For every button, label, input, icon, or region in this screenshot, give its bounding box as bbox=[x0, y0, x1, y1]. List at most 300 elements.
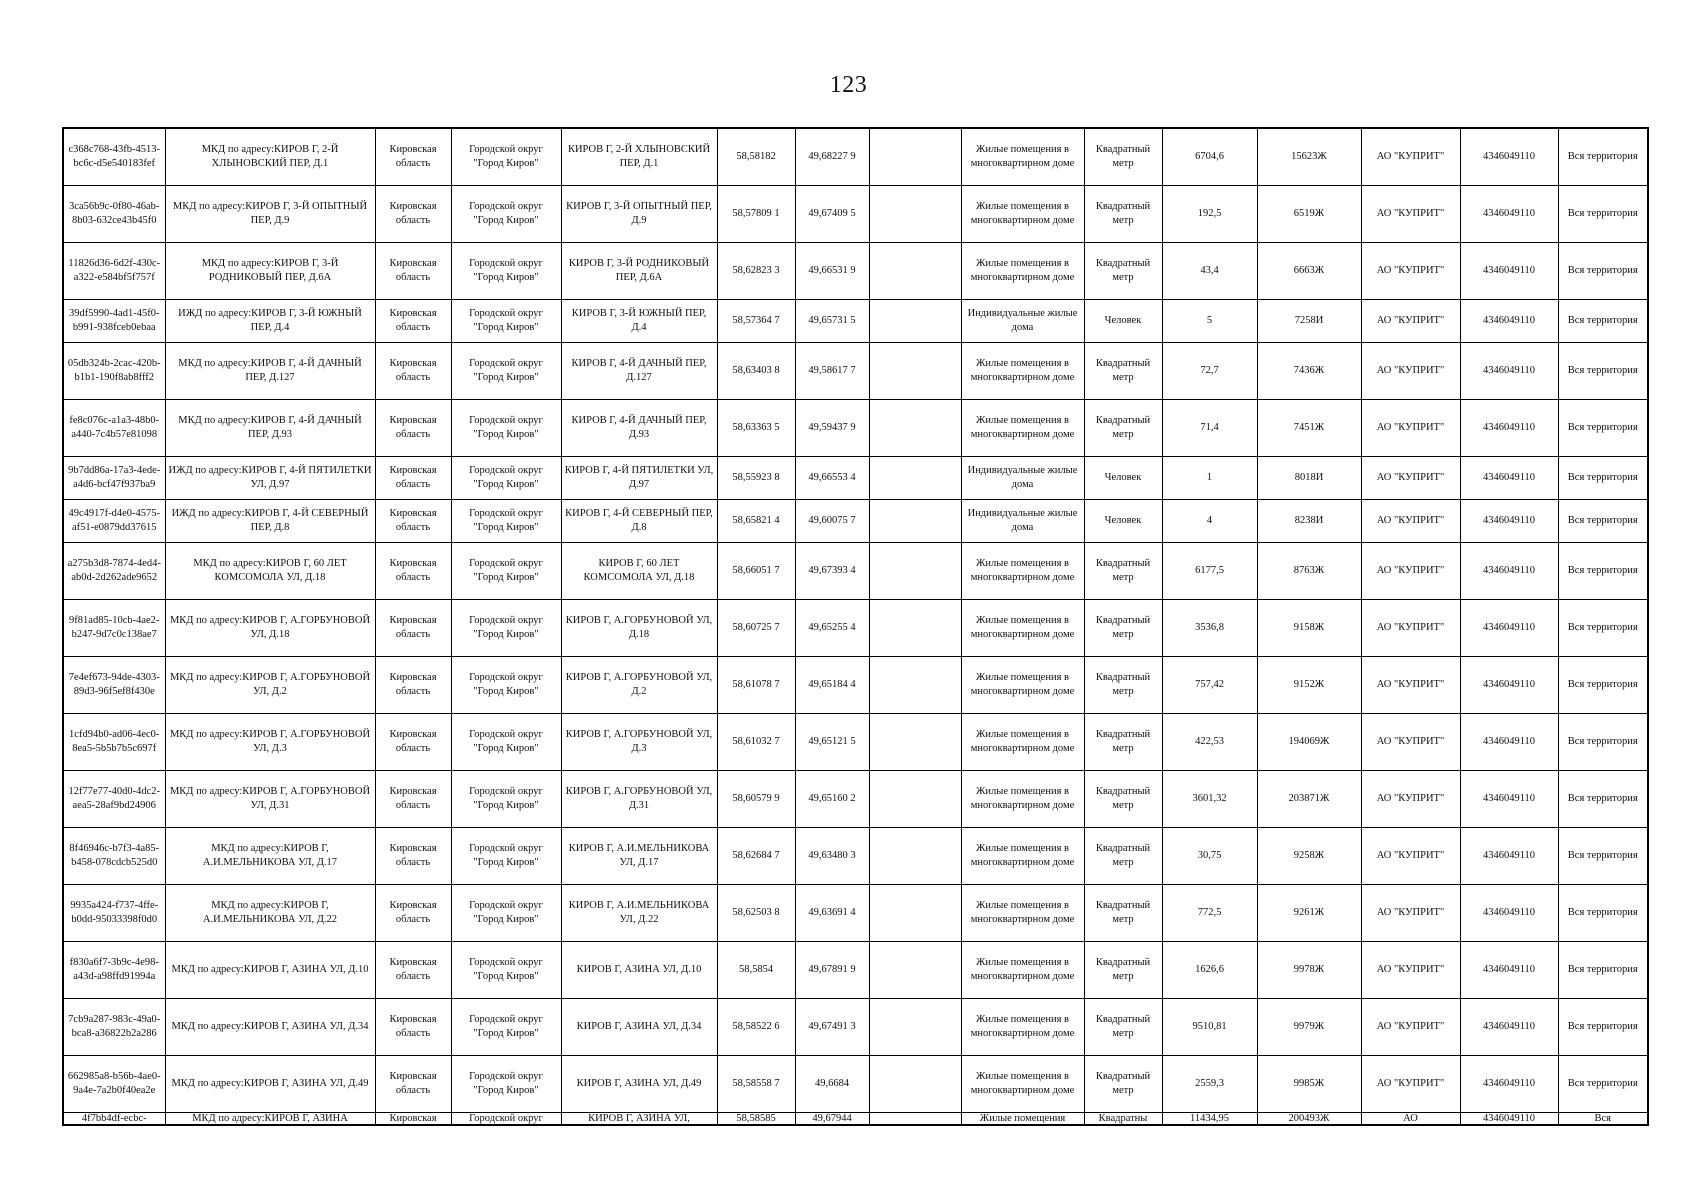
organization-cell: АО "КУПРИТ" bbox=[1361, 656, 1460, 713]
unit-cell: Квадратный метр bbox=[1084, 827, 1162, 884]
address-cell: КИРОВ Г, А.ГОРБУНОВОЙ УЛ, Д.3 bbox=[561, 713, 717, 770]
row-id-cell: 39df5990-4ad1-45f0-b991-938fceb0ebaa bbox=[63, 299, 165, 342]
code-cell: 7451Ж bbox=[1257, 399, 1361, 456]
quantity-cell: 43,4 bbox=[1162, 242, 1257, 299]
address-cell: КИРОВ Г, АЗИНА УЛ, bbox=[561, 1112, 717, 1125]
address-cell: КИРОВ Г, 4-Й ДАЧНЫЙ ПЕР, Д.127 bbox=[561, 342, 717, 399]
object-name-cell: МКД по адресу:КИРОВ Г, А.ГОРБУНОВОЙ УЛ, Д.3 bbox=[165, 713, 375, 770]
code-cell: 9979Ж bbox=[1257, 998, 1361, 1055]
unit-cell: Человек bbox=[1084, 456, 1162, 499]
code-cell: 9261Ж bbox=[1257, 884, 1361, 941]
service-area-cell: Вся территория bbox=[1558, 1055, 1648, 1112]
latitude-cell: 58,57364 7 bbox=[717, 299, 795, 342]
service-area-cell: Вся территория bbox=[1558, 713, 1648, 770]
longitude-cell: 49,63480 3 bbox=[795, 827, 869, 884]
quantity-cell: 192,5 bbox=[1162, 185, 1257, 242]
object-type-cell: Жилые помещения в многоквартирном доме bbox=[961, 713, 1084, 770]
quantity-cell: 1626,6 bbox=[1162, 941, 1257, 998]
row-id-cell: 662985a8-b56b-4ae0-9a4e-7a2b0f40ea2e bbox=[63, 1055, 165, 1112]
latitude-cell: 58,61032 7 bbox=[717, 713, 795, 770]
code-cell: 6663Ж bbox=[1257, 242, 1361, 299]
unit-cell: Квадратный метр bbox=[1084, 1055, 1162, 1112]
registry-table bbox=[62, 127, 1649, 1126]
address-cell: КИРОВ Г, АЗИНА УЛ, Д.34 bbox=[561, 998, 717, 1055]
latitude-cell: 58,62823 3 bbox=[717, 242, 795, 299]
longitude-cell: 49,67891 9 bbox=[795, 941, 869, 998]
region-cell: Кировская область bbox=[375, 128, 451, 185]
district-cell: Городской округ "Город Киров" bbox=[451, 399, 561, 456]
inn-cell: 4346049110 bbox=[1460, 128, 1558, 185]
address-cell: КИРОВ Г, 4-Й СЕВЕРНЫЙ ПЕР, Д.8 bbox=[561, 499, 717, 542]
region-cell: Кировская область bbox=[375, 342, 451, 399]
row-id-cell: 9b7dd86a-17a3-4ede-a4d6-bcf47f937ba9 bbox=[63, 456, 165, 499]
address-cell: КИРОВ Г, 60 ЛЕТ КОМСОМОЛА УЛ, Д.18 bbox=[561, 542, 717, 599]
row-id-cell: 05db324b-2cac-420b-b1b1-190f8ab8fff2 bbox=[63, 342, 165, 399]
region-cell: Кировская область bbox=[375, 884, 451, 941]
inn-cell: 4346049110 bbox=[1460, 713, 1558, 770]
row-id-cell: 3ca56b9c-0f80-46ab-8b03-632ce43b45f0 bbox=[63, 185, 165, 242]
region-cell: Кировская область bbox=[375, 827, 451, 884]
table-body bbox=[63, 128, 1648, 1125]
region-cell: Кировская область bbox=[375, 998, 451, 1055]
row-id-cell: 1cfd94b0-ad06-4ec0-8ea5-5b5b7b5c697f bbox=[63, 713, 165, 770]
object-name-cell: МКД по адресу:КИРОВ Г, АЗИНА УЛ, Д.49 bbox=[165, 1055, 375, 1112]
code-cell: 7258И bbox=[1257, 299, 1361, 342]
longitude-cell: 49,68227 9 bbox=[795, 128, 869, 185]
service-area-cell: Вся территория bbox=[1558, 941, 1648, 998]
quantity-cell: 4 bbox=[1162, 499, 1257, 542]
quantity-cell: 72,7 bbox=[1162, 342, 1257, 399]
object-name-cell: МКД по адресу:КИРОВ Г, 4-Й ДАЧНЫЙ ПЕР, Д.93 bbox=[165, 399, 375, 456]
object-name-cell: МКД по адресу:КИРОВ Г, 2-Й ХЛЫНОВСКИЙ ПЕР, Д.1 bbox=[165, 128, 375, 185]
code-cell: 9152Ж bbox=[1257, 656, 1361, 713]
longitude-cell: 49,6684 bbox=[795, 1055, 869, 1112]
service-area-cell: Вся территория bbox=[1558, 456, 1648, 499]
empty-cell bbox=[869, 185, 961, 242]
address-cell: КИРОВ Г, 3-Й ЮЖНЫЙ ПЕР, Д.4 bbox=[561, 299, 717, 342]
longitude-cell: 49,65731 5 bbox=[795, 299, 869, 342]
table-row bbox=[63, 941, 1648, 998]
row-id-cell: 7e4ef673-94de-4303-89d3-96f5ef8f430e bbox=[63, 656, 165, 713]
service-area-cell: Вся территория bbox=[1558, 542, 1648, 599]
service-area-cell: Вся территория bbox=[1558, 342, 1648, 399]
latitude-cell: 58,55923 8 bbox=[717, 456, 795, 499]
unit-cell: Квадратный метр bbox=[1084, 342, 1162, 399]
quantity-cell: 2559,3 bbox=[1162, 1055, 1257, 1112]
unit-cell: Квадратный метр bbox=[1084, 399, 1162, 456]
empty-cell bbox=[869, 656, 961, 713]
row-id-cell: 9935a424-f737-4ffe-b0dd-95033398f0d0 bbox=[63, 884, 165, 941]
object-type-cell: Жилые помещения в многоквартирном доме bbox=[961, 827, 1084, 884]
unit-cell: Квадратный метр bbox=[1084, 998, 1162, 1055]
address-cell: КИРОВ Г, АЗИНА УЛ, Д.10 bbox=[561, 941, 717, 998]
unit-cell: Квадратный метр bbox=[1084, 542, 1162, 599]
address-cell: КИРОВ Г, АЗИНА УЛ, Д.49 bbox=[561, 1055, 717, 1112]
service-area-cell: Вся территория bbox=[1558, 884, 1648, 941]
empty-cell bbox=[869, 399, 961, 456]
region-cell: Кировская область bbox=[375, 770, 451, 827]
longitude-cell: 49,63691 4 bbox=[795, 884, 869, 941]
object-name-cell: МКД по адресу:КИРОВ Г, А.И.МЕЛЬНИКОВА УЛ, Д.22 bbox=[165, 884, 375, 941]
empty-cell bbox=[869, 827, 961, 884]
inn-cell: 4346049110 bbox=[1460, 342, 1558, 399]
quantity-cell: 9510,81 bbox=[1162, 998, 1257, 1055]
district-cell: Городской округ "Город Киров" bbox=[451, 998, 561, 1055]
empty-cell bbox=[869, 1112, 961, 1125]
service-area-cell: Вся bbox=[1558, 1112, 1648, 1125]
latitude-cell: 58,66051 7 bbox=[717, 542, 795, 599]
row-id-cell: fe8c076c-a1a3-48b0-a440-7c4b57e81098 bbox=[63, 399, 165, 456]
empty-cell bbox=[869, 1055, 961, 1112]
code-cell: 200493Ж bbox=[1257, 1112, 1361, 1125]
empty-cell bbox=[869, 998, 961, 1055]
table-row bbox=[63, 1055, 1648, 1112]
table-row bbox=[63, 456, 1648, 499]
longitude-cell: 49,66531 9 bbox=[795, 242, 869, 299]
inn-cell: 4346049110 bbox=[1460, 827, 1558, 884]
table-row bbox=[63, 827, 1648, 884]
unit-cell: Квадратный метр bbox=[1084, 884, 1162, 941]
inn-cell: 4346049110 bbox=[1460, 242, 1558, 299]
empty-cell bbox=[869, 456, 961, 499]
object-name-cell: МКД по адресу:КИРОВ Г, АЗИНА УЛ, Д.34 bbox=[165, 998, 375, 1055]
row-id-cell: f830a6f7-3b9c-4e98-a43d-a98ffd91994a bbox=[63, 941, 165, 998]
unit-cell: Человек bbox=[1084, 499, 1162, 542]
quantity-cell: 6177,5 bbox=[1162, 542, 1257, 599]
district-cell: Городской округ "Город Киров" bbox=[451, 542, 561, 599]
inn-cell: 4346049110 bbox=[1460, 884, 1558, 941]
district-cell: Городской округ "Город Киров" bbox=[451, 656, 561, 713]
empty-cell bbox=[869, 713, 961, 770]
inn-cell: 4346049110 bbox=[1460, 656, 1558, 713]
code-cell: 7436Ж bbox=[1257, 342, 1361, 399]
latitude-cell: 58,62503 8 bbox=[717, 884, 795, 941]
district-cell: Городской округ "Город Киров" bbox=[451, 456, 561, 499]
organization-cell: АО "КУПРИТ" bbox=[1361, 242, 1460, 299]
object-type-cell: Индивидуальные жилые дома bbox=[961, 299, 1084, 342]
inn-cell: 4346049110 bbox=[1460, 941, 1558, 998]
address-cell: КИРОВ Г, 3-Й ОПЫТНЫЙ ПЕР, Д.9 bbox=[561, 185, 717, 242]
latitude-cell: 58,60579 9 bbox=[717, 770, 795, 827]
longitude-cell: 49,67491 3 bbox=[795, 998, 869, 1055]
unit-cell: Квадратный метр bbox=[1084, 128, 1162, 185]
district-cell: Городской округ "Город Киров" bbox=[451, 1055, 561, 1112]
region-cell: Кировская область bbox=[375, 599, 451, 656]
region-cell: Кировская область bbox=[375, 185, 451, 242]
empty-cell bbox=[869, 499, 961, 542]
unit-cell: Человек bbox=[1084, 299, 1162, 342]
organization-cell: АО bbox=[1361, 1112, 1460, 1125]
code-cell: 9158Ж bbox=[1257, 599, 1361, 656]
organization-cell: АО "КУПРИТ" bbox=[1361, 542, 1460, 599]
object-type-cell: Жилые помещения в многоквартирном доме bbox=[961, 185, 1084, 242]
object-type-cell: Жилые помещения в многоквартирном доме bbox=[961, 998, 1084, 1055]
object-name-cell: МКД по адресу:КИРОВ Г, А.ГОРБУНОВОЙ УЛ, Д.31 bbox=[165, 770, 375, 827]
district-cell: Городской округ "Город Киров" bbox=[451, 128, 561, 185]
organization-cell: АО "КУПРИТ" bbox=[1361, 1055, 1460, 1112]
row-id-cell: 4f7bb4df-ecbc- bbox=[63, 1112, 165, 1125]
quantity-cell: 5 bbox=[1162, 299, 1257, 342]
organization-cell: АО "КУПРИТ" bbox=[1361, 456, 1460, 499]
address-cell: КИРОВ Г, 3-Й РОДНИКОВЫЙ ПЕР, Д.6А bbox=[561, 242, 717, 299]
longitude-cell: 49,65255 4 bbox=[795, 599, 869, 656]
quantity-cell: 757,42 bbox=[1162, 656, 1257, 713]
code-cell: 15623Ж bbox=[1257, 128, 1361, 185]
region-cell: Кировская область bbox=[375, 299, 451, 342]
inn-cell: 4346049110 bbox=[1460, 299, 1558, 342]
district-cell: Городской округ "Город Киров" bbox=[451, 342, 561, 399]
quantity-cell: 11434,95 bbox=[1162, 1112, 1257, 1125]
service-area-cell: Вся территория bbox=[1558, 656, 1648, 713]
table-row bbox=[63, 342, 1648, 399]
latitude-cell: 58,61078 7 bbox=[717, 656, 795, 713]
empty-cell bbox=[869, 884, 961, 941]
latitude-cell: 58,65821 4 bbox=[717, 499, 795, 542]
longitude-cell: 49,65160 2 bbox=[795, 770, 869, 827]
table-row bbox=[63, 499, 1648, 542]
longitude-cell: 49,67393 4 bbox=[795, 542, 869, 599]
address-cell: КИРОВ Г, 2-Й ХЛЫНОВСКИЙ ПЕР, Д.1 bbox=[561, 128, 717, 185]
organization-cell: АО "КУПРИТ" bbox=[1361, 599, 1460, 656]
organization-cell: АО "КУПРИТ" bbox=[1361, 998, 1460, 1055]
row-id-cell: c368c768-43fb-4513-bc6c-d5e540183fef bbox=[63, 128, 165, 185]
object-type-cell: Жилые помещения в многоквартирном доме bbox=[961, 542, 1084, 599]
object-type-cell: Жилые помещения в многоквартирном доме bbox=[961, 599, 1084, 656]
empty-cell bbox=[869, 770, 961, 827]
organization-cell: АО "КУПРИТ" bbox=[1361, 499, 1460, 542]
address-cell: КИРОВ Г, 4-Й ПЯТИЛЕТКИ УЛ, Д.97 bbox=[561, 456, 717, 499]
inn-cell: 4346049110 bbox=[1460, 399, 1558, 456]
code-cell: 8763Ж bbox=[1257, 542, 1361, 599]
inn-cell: 4346049110 bbox=[1460, 998, 1558, 1055]
row-id-cell: 49c4917f-d4e0-4575-af51-e0879dd37615 bbox=[63, 499, 165, 542]
district-cell: Городской округ "Город Киров" bbox=[451, 499, 561, 542]
code-cell: 9985Ж bbox=[1257, 1055, 1361, 1112]
district-cell: Городской округ "Город Киров" bbox=[451, 884, 561, 941]
code-cell: 9978Ж bbox=[1257, 941, 1361, 998]
object-type-cell: Жилые помещения в многоквартирном доме bbox=[961, 884, 1084, 941]
unit-cell: Квадратный метр bbox=[1084, 656, 1162, 713]
organization-cell: АО "КУПРИТ" bbox=[1361, 827, 1460, 884]
code-cell: 8018И bbox=[1257, 456, 1361, 499]
district-cell: Городской округ "Город Киров" bbox=[451, 185, 561, 242]
page-number: 123 bbox=[829, 72, 868, 98]
longitude-cell: 49,58617 7 bbox=[795, 342, 869, 399]
object-name-cell: МКД по адресу:КИРОВ Г, 4-Й ДАЧНЫЙ ПЕР, Д.127 bbox=[165, 342, 375, 399]
inn-cell: 4346049110 bbox=[1460, 770, 1558, 827]
latitude-cell: 58,60725 7 bbox=[717, 599, 795, 656]
district-cell: Городской округ "Город Киров" bbox=[451, 299, 561, 342]
object-name-cell: ИЖД по адресу:КИРОВ Г, 4-Й ПЯТИЛЕТКИ УЛ, Д.97 bbox=[165, 456, 375, 499]
latitude-cell: 58,58558 7 bbox=[717, 1055, 795, 1112]
region-cell: Кировская область bbox=[375, 656, 451, 713]
region-cell: Кировская область bbox=[375, 499, 451, 542]
district-cell: Городской округ "Город Киров" bbox=[451, 599, 561, 656]
table-row bbox=[63, 884, 1648, 941]
region-cell: Кировская область bbox=[375, 941, 451, 998]
object-type-cell: Жилые помещения в многоквартирном доме bbox=[961, 128, 1084, 185]
service-area-cell: Вся территория bbox=[1558, 185, 1648, 242]
address-cell: КИРОВ Г, А.И.МЕЛЬНИКОВА УЛ, Д.22 bbox=[561, 884, 717, 941]
row-id-cell: 12f77e77-40d0-4dc2-aea5-28af9bd24906 bbox=[63, 770, 165, 827]
empty-cell bbox=[869, 599, 961, 656]
quantity-cell: 71,4 bbox=[1162, 399, 1257, 456]
unit-cell: Квадратный метр bbox=[1084, 185, 1162, 242]
service-area-cell: Вся территория bbox=[1558, 242, 1648, 299]
latitude-cell: 58,58182 bbox=[717, 128, 795, 185]
inn-cell: 4346049110 bbox=[1460, 1055, 1558, 1112]
service-area-cell: Вся территория bbox=[1558, 299, 1648, 342]
table-row bbox=[63, 242, 1648, 299]
row-id-cell: 8f46946c-b7f3-4a85-b458-078cdcb525d0 bbox=[63, 827, 165, 884]
region-cell: Кировская область bbox=[375, 1055, 451, 1112]
longitude-cell: 49,60075 7 bbox=[795, 499, 869, 542]
table-row bbox=[63, 542, 1648, 599]
unit-cell: Квадратный метр bbox=[1084, 242, 1162, 299]
unit-cell: Квадратный метр bbox=[1084, 770, 1162, 827]
inn-cell: 4346049110 bbox=[1460, 499, 1558, 542]
object-name-cell: МКД по адресу:КИРОВ Г, АЗИНА УЛ, Д.10 bbox=[165, 941, 375, 998]
object-type-cell: Жилые помещения в многоквартирном доме bbox=[961, 242, 1084, 299]
district-cell: Городской округ bbox=[451, 1112, 561, 1125]
row-id-cell: 9f81ad85-10cb-4ae2-b247-9d7c0c138ae7 bbox=[63, 599, 165, 656]
organization-cell: АО "КУПРИТ" bbox=[1361, 713, 1460, 770]
unit-cell: Квадратный метр bbox=[1084, 599, 1162, 656]
object-type-cell: Жилые помещения bbox=[961, 1112, 1084, 1125]
table-row bbox=[63, 656, 1648, 713]
table-row bbox=[63, 185, 1648, 242]
address-cell: КИРОВ Г, А.ГОРБУНОВОЙ УЛ, Д.31 bbox=[561, 770, 717, 827]
inn-cell: 4346049110 bbox=[1460, 1112, 1558, 1125]
empty-cell bbox=[869, 941, 961, 998]
quantity-cell: 3536,8 bbox=[1162, 599, 1257, 656]
region-cell: Кировская область bbox=[375, 399, 451, 456]
organization-cell: АО "КУПРИТ" bbox=[1361, 299, 1460, 342]
organization-cell: АО "КУПРИТ" bbox=[1361, 185, 1460, 242]
organization-cell: АО "КУПРИТ" bbox=[1361, 399, 1460, 456]
table-row bbox=[63, 998, 1648, 1055]
inn-cell: 4346049110 bbox=[1460, 542, 1558, 599]
district-cell: Городской округ "Город Киров" bbox=[451, 827, 561, 884]
table-row bbox=[63, 399, 1648, 456]
row-id-cell: 7cb9a287-983c-49a0-bca8-a36822b2a286 bbox=[63, 998, 165, 1055]
code-cell: 194069Ж bbox=[1257, 713, 1361, 770]
inn-cell: 4346049110 bbox=[1460, 456, 1558, 499]
district-cell: Городской округ "Город Киров" bbox=[451, 770, 561, 827]
organization-cell: АО "КУПРИТ" bbox=[1361, 770, 1460, 827]
organization-cell: АО "КУПРИТ" bbox=[1361, 941, 1460, 998]
object-type-cell: Жилые помещения в многоквартирном доме bbox=[961, 1055, 1084, 1112]
empty-cell bbox=[869, 542, 961, 599]
quantity-cell: 422,53 bbox=[1162, 713, 1257, 770]
empty-cell bbox=[869, 128, 961, 185]
longitude-cell: 49,67409 5 bbox=[795, 185, 869, 242]
latitude-cell: 58,63363 5 bbox=[717, 399, 795, 456]
longitude-cell: 49,67944 bbox=[795, 1112, 869, 1125]
empty-cell bbox=[869, 299, 961, 342]
table-row bbox=[63, 713, 1648, 770]
latitude-cell: 58,58585 bbox=[717, 1112, 795, 1125]
object-name-cell: МКД по адресу:КИРОВ Г, А.ГОРБУНОВОЙ УЛ, Д.18 bbox=[165, 599, 375, 656]
object-name-cell: МКД по адресу:КИРОВ Г, А.И.МЕЛЬНИКОВА УЛ, Д.17 bbox=[165, 827, 375, 884]
district-cell: Городской округ "Город Киров" bbox=[451, 941, 561, 998]
longitude-cell: 49,65121 5 bbox=[795, 713, 869, 770]
district-cell: Городской округ "Город Киров" bbox=[451, 713, 561, 770]
object-type-cell: Индивидуальные жилые дома bbox=[961, 499, 1084, 542]
address-cell: КИРОВ Г, 4-Й ДАЧНЫЙ ПЕР, Д.93 bbox=[561, 399, 717, 456]
region-cell: Кировская область bbox=[375, 542, 451, 599]
object-name-cell: МКД по адресу:КИРОВ Г, АЗИНА bbox=[165, 1112, 375, 1125]
longitude-cell: 49,66553 4 bbox=[795, 456, 869, 499]
longitude-cell: 49,65184 4 bbox=[795, 656, 869, 713]
service-area-cell: Вся территория bbox=[1558, 770, 1648, 827]
organization-cell: АО "КУПРИТ" bbox=[1361, 128, 1460, 185]
address-cell: КИРОВ Г, А.ГОРБУНОВОЙ УЛ, Д.2 bbox=[561, 656, 717, 713]
object-type-cell: Жилые помещения в многоквартирном доме bbox=[961, 342, 1084, 399]
address-cell: КИРОВ Г, А.ГОРБУНОВОЙ УЛ, Д.18 bbox=[561, 599, 717, 656]
object-name-cell: МКД по адресу:КИРОВ Г, 3-Й ОПЫТНЫЙ ПЕР, Д.9 bbox=[165, 185, 375, 242]
quantity-cell: 6704,6 bbox=[1162, 128, 1257, 185]
quantity-cell: 30,75 bbox=[1162, 827, 1257, 884]
unit-cell: Квадратный метр bbox=[1084, 941, 1162, 998]
latitude-cell: 58,57809 1 bbox=[717, 185, 795, 242]
empty-cell bbox=[869, 242, 961, 299]
service-area-cell: Вся территория bbox=[1558, 499, 1648, 542]
region-cell: Кировская область bbox=[375, 713, 451, 770]
object-name-cell: ИЖД по адресу:КИРОВ Г, 4-Й СЕВЕРНЫЙ ПЕР, Д.8 bbox=[165, 499, 375, 542]
longitude-cell: 49,59437 9 bbox=[795, 399, 869, 456]
organization-cell: АО "КУПРИТ" bbox=[1361, 884, 1460, 941]
region-cell: Кировская bbox=[375, 1112, 451, 1125]
region-cell: Кировская область bbox=[375, 242, 451, 299]
object-name-cell: ИЖД по адресу:КИРОВ Г, 3-Й ЮЖНЫЙ ПЕР, Д.4 bbox=[165, 299, 375, 342]
unit-cell: Квадратный метр bbox=[1084, 713, 1162, 770]
empty-cell bbox=[869, 342, 961, 399]
unit-cell: Квадратны bbox=[1084, 1112, 1162, 1125]
latitude-cell: 58,63403 8 bbox=[717, 342, 795, 399]
service-area-cell: Вся территория bbox=[1558, 998, 1648, 1055]
latitude-cell: 58,58522 6 bbox=[717, 998, 795, 1055]
table-row bbox=[63, 599, 1648, 656]
row-id-cell: a275b3d8-7874-4ed4-ab0d-2d262ade9652 bbox=[63, 542, 165, 599]
code-cell: 203871Ж bbox=[1257, 770, 1361, 827]
service-area-cell: Вся территория bbox=[1558, 399, 1648, 456]
table-row bbox=[63, 770, 1648, 827]
object-type-cell: Жилые помещения в многоквартирном доме bbox=[961, 941, 1084, 998]
service-area-cell: Вся территория bbox=[1558, 128, 1648, 185]
row-id-cell: 11826d36-6d2f-430c-a322-e584bf5f757f bbox=[63, 242, 165, 299]
table-row bbox=[63, 128, 1648, 185]
object-type-cell: Жилые помещения в многоквартирном доме bbox=[961, 656, 1084, 713]
object-name-cell: МКД по адресу:КИРОВ Г, 60 ЛЕТ КОМСОМОЛА УЛ, Д.18 bbox=[165, 542, 375, 599]
object-type-cell: Жилые помещения в многоквартирном доме bbox=[961, 770, 1084, 827]
service-area-cell: Вся территория bbox=[1558, 599, 1648, 656]
region-cell: Кировская область bbox=[375, 456, 451, 499]
quantity-cell: 772,5 bbox=[1162, 884, 1257, 941]
organization-cell: АО "КУПРИТ" bbox=[1361, 342, 1460, 399]
table-row bbox=[63, 1112, 1648, 1125]
object-type-cell: Жилые помещения в многоквартирном доме bbox=[961, 399, 1084, 456]
latitude-cell: 58,62684 7 bbox=[717, 827, 795, 884]
table-row bbox=[63, 299, 1648, 342]
object-name-cell: МКД по адресу:КИРОВ Г, 3-Й РОДНИКОВЫЙ ПЕР, Д.6А bbox=[165, 242, 375, 299]
inn-cell: 4346049110 bbox=[1460, 185, 1558, 242]
quantity-cell: 3601,32 bbox=[1162, 770, 1257, 827]
quantity-cell: 1 bbox=[1162, 456, 1257, 499]
code-cell: 6519Ж bbox=[1257, 185, 1361, 242]
object-name-cell: МКД по адресу:КИРОВ Г, А.ГОРБУНОВОЙ УЛ, Д.2 bbox=[165, 656, 375, 713]
code-cell: 9258Ж bbox=[1257, 827, 1361, 884]
